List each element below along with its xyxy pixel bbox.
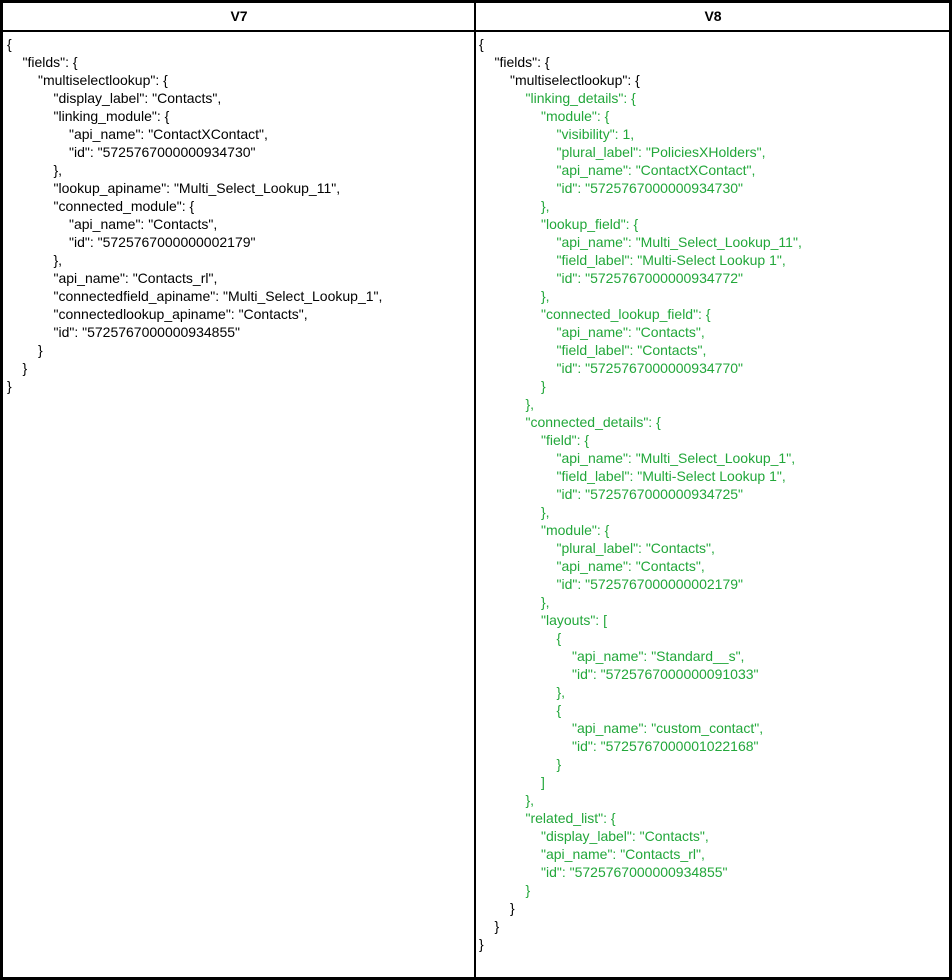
v8-code-line: "module": {: [541, 522, 610, 538]
column-header-v7: V7: [230, 8, 248, 24]
v7-code-line: "api_name": "Contacts",: [69, 216, 218, 232]
v8-code-line: },: [541, 288, 550, 304]
v7-code-line: }: [7, 378, 12, 394]
v8-code-line: "lookup_field": {: [541, 216, 639, 232]
v8-code-line: "id": "5725767000001022168": [572, 738, 759, 754]
v8-code-line: "related_list": {: [525, 810, 616, 826]
table-header-row: [3, 3, 949, 32]
v8-code-line: },: [556, 684, 566, 700]
v8-code-line: "field": {: [541, 432, 590, 448]
v8-code-line: "multiselectlookup": {: [510, 72, 640, 88]
v8-code-line: "id": "5725767000000002179": [556, 576, 743, 592]
v8-code-line: "module": {: [541, 108, 610, 124]
v8-code-line: "display_label": "Contacts",: [541, 828, 709, 844]
v8-code-line: },: [541, 504, 550, 520]
column-header-v8: V8: [704, 8, 722, 24]
column-divider: [474, 3, 476, 977]
v8-code-line: "linking_details": {: [525, 90, 636, 106]
v8-code-line: }: [541, 378, 546, 394]
v7-code-line: },: [53, 252, 63, 268]
v7-code-line: "display_label": "Contacts",: [53, 90, 222, 106]
v7-code-line: "multiselectlookup": {: [38, 72, 168, 88]
v8-code-line: "connected_details": {: [525, 414, 661, 430]
v8-code-line: "id": "5725767000000934770": [556, 360, 743, 376]
v8-code-line: ]: [541, 774, 545, 790]
v8-code-line: "api_name": "Multi_Select_Lookup_11",: [556, 234, 802, 250]
v8-code-line: {: [479, 36, 484, 52]
v7-code-line: "id": "5725767000000934855": [53, 324, 240, 340]
v8-code-line: "layouts": [: [541, 612, 607, 628]
v8-code-line: }: [510, 900, 515, 916]
v8-code-line: }: [494, 918, 500, 934]
v8-json-code-block: [479, 35, 945, 953]
v8-code-line: "id": "5725767000000091033": [572, 666, 759, 682]
v8-code-line: },: [525, 792, 535, 808]
v8-code-line: "id": "5725767000000934730": [556, 180, 743, 196]
v8-code-line: "plural_label": "Contacts",: [556, 540, 715, 556]
v8-code-line: }: [525, 882, 531, 898]
v8-code-line: "field_label": "Contacts",: [556, 342, 707, 358]
v8-code-line: "api_name": "ContactXContact",: [556, 162, 756, 178]
v8-code-line: "plural_label": "PoliciesXHolders",: [556, 144, 766, 160]
v7-code-line: "api_name": "ContactXContact",: [69, 126, 268, 142]
v8-code-line: }: [479, 936, 484, 952]
v8-code-line: },: [525, 396, 535, 412]
v8-code-line: "api_name": "custom_contact",: [572, 720, 764, 736]
v7-code-line: "lookup_apiname": "Multi_Select_Lookup_11",: [53, 180, 341, 196]
v7-json-code-block: [7, 35, 469, 395]
v7-code-line: "api_name": "Contacts_rl",: [53, 270, 218, 286]
v7-code-line: {: [7, 36, 12, 52]
v8-code-line: "api_name": "Contacts_rl",: [541, 846, 705, 862]
v7-code-line: }: [22, 360, 28, 376]
v8-code-line: "id": "5725767000000934725": [556, 486, 743, 502]
v7-code-line: }: [38, 342, 43, 358]
v7-code-line: "connectedlookup_apiname": "Contacts",: [53, 306, 308, 322]
v7-code-line: "id": "5725767000000934730": [69, 144, 256, 160]
v8-code-line: "api_name": "Contacts",: [556, 324, 705, 340]
v8-code-line: },: [541, 594, 550, 610]
v8-code-line: "id": "5725767000000934772": [556, 270, 743, 286]
v8-code-line: "field_label": "Multi-Select Lookup 1",: [556, 252, 786, 268]
v8-code-line: "visibility": 1,: [556, 126, 635, 142]
v7-code-line: "id": "5725767000000002179": [69, 234, 256, 250]
v8-code-line: "api_name": "Multi_Select_Lookup_1",: [556, 450, 796, 466]
v8-code-line: "connected_lookup_field": {: [541, 306, 711, 322]
v7-code-line: "fields": {: [22, 54, 78, 70]
v8-code-line: }: [556, 756, 562, 772]
v8-code-line: {: [556, 630, 562, 646]
v8-code-line: "api_name": "Standard__s",: [572, 648, 745, 664]
v7-code-line: "connected_module": {: [53, 198, 195, 214]
v8-code-line: },: [541, 198, 550, 214]
v7-code-line: "connectedfield_apiname": "Multi_Select_Lookup_1",: [53, 288, 383, 304]
v8-code-line: "api_name": "Contacts",: [556, 558, 705, 574]
v8-code-line: "field_label": "Multi-Select Lookup 1",: [556, 468, 786, 484]
v8-code-line: {: [556, 702, 562, 718]
v7-code-line: "linking_module": {: [53, 108, 170, 124]
v7-code-line: },: [53, 162, 63, 178]
v8-code-line: "fields": {: [494, 54, 550, 70]
v8-code-line: "id": "5725767000000934855": [541, 864, 728, 880]
